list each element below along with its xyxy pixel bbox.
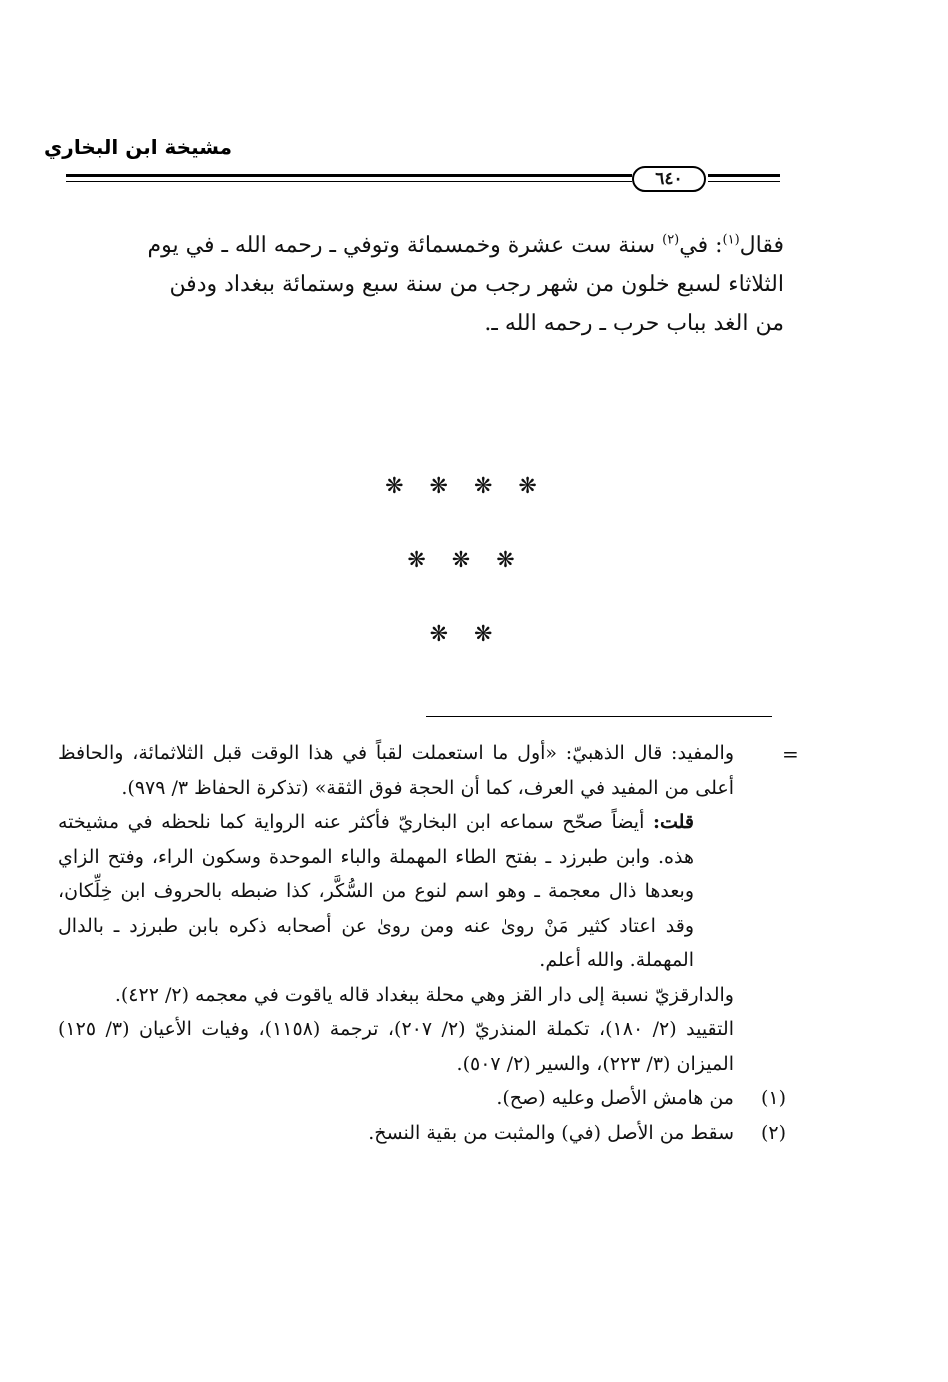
main-text-fragment: فقال bbox=[739, 233, 784, 258]
footnote-label: قلت: bbox=[652, 811, 694, 833]
main-text-fragment: : في bbox=[679, 233, 723, 258]
footnote-paragraph: والدارقزيّ نسبة إلى دار القز وهي محلة ببغداد قاله ياقوت في معجمه (٢/ ٤٢٢). bbox=[114, 983, 734, 1006]
footnotes bbox=[58, 736, 786, 1150]
main-text-fragment: سنة ست عشرة وخمسمائة وتوفي ـ رحمه الله ـ في يوم bbox=[147, 233, 663, 258]
footnote-ref-1: (١) bbox=[722, 232, 740, 248]
main-text-line-1 bbox=[60, 226, 784, 265]
footnote-2 bbox=[58, 1116, 786, 1151]
footnote-divider bbox=[426, 716, 772, 717]
footnote-paragraph bbox=[58, 805, 734, 978]
main-text-line-2: الثلاثاء لسبع خلون من شهر رجب من سنة سبع وستمائة ببغداد ودفن bbox=[169, 272, 784, 297]
header-rule-thin-right bbox=[708, 181, 780, 182]
footnote-continuation-mark: = bbox=[782, 742, 799, 766]
separator-row-1: ❋❋❋❋ bbox=[385, 474, 563, 499]
footnote-paragraph: والمفيد: قال الذهبيّ: «أول ما استعملت لقباً في هذا الوقت قبل الثلاثمائة، والحافظ أعلى من المفيد في العرف، كما أن الحجة فوق الثقة» (تذكرة الحفاظ ٣/ ٩٧٩). bbox=[58, 742, 734, 799]
running-head-title: مشيخة ابن البخاري bbox=[43, 135, 232, 159]
footnote-number: (١) bbox=[760, 1087, 786, 1109]
header-rule-thick-right bbox=[708, 174, 780, 177]
footnote-number: (٢) bbox=[760, 1121, 786, 1144]
main-text bbox=[60, 226, 784, 343]
separator-row-3: ❋❋ bbox=[429, 622, 519, 647]
footnote-ref-2: (٢) bbox=[662, 232, 680, 248]
header-rule-thick bbox=[66, 174, 632, 177]
footnote-text: سقط من الأصل (في) والمثبت من بقية النسخ. bbox=[368, 1121, 734, 1144]
footnote-text: أيضاً صحّح سماعه ابن البخاريّ فأكثر عنه الرواية كما نلحظه في مشيخته هذه. وابن طبرزد ـ بفتح الطاء المهملة والباء الموحدة وسكون الراء، وفتح الزاي وبعدها ذال معجمة ـ وهو اسم لنوع من السُّكَّر، كذا ضبطه بالحروف ابن خِلِّكان، وقد اعتاد كثير مَنْ روىٰ عنه ومن روىٰ عن أصحابه ذكره بابن طبرزد ـ بالدال المهملة. والله أعلم. bbox=[58, 811, 694, 971]
footnote-paragraph: التقييد (٢/ ١٨٠)، تكملة المنذريّ (٢/ ٢٠٧)، ترجمة (١١٥٨)، وفيات الأعيان (٣/ ١٢٥) الميزان (٣/ ٢٢٣)، والسير (٢/ ٥٠٧). bbox=[58, 1018, 734, 1075]
header-rule-thin bbox=[66, 181, 632, 182]
main-text-line-3: من الغد بباب حرب ـ رحمه الله ـ. bbox=[484, 311, 784, 336]
page-number: ٦٤٠ bbox=[632, 166, 706, 192]
footnote-text: من هامش الأصل وعليه (صح). bbox=[496, 1087, 734, 1109]
separator-row-2: ❋❋❋ bbox=[407, 548, 541, 573]
footnote-1 bbox=[58, 1081, 786, 1116]
